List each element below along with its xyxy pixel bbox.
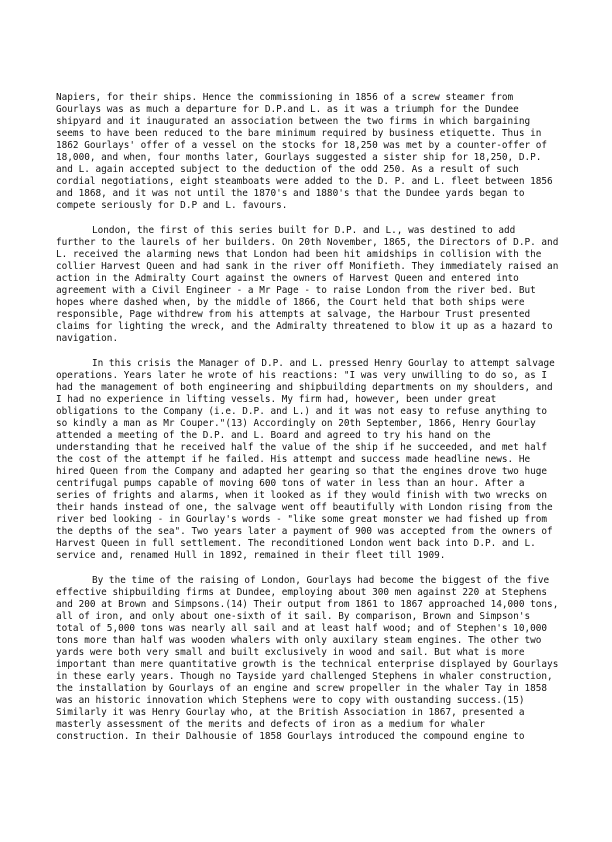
paragraph-gourlays-growth: By the time of the raising of London, Gourlays had become the biggest of the five effective shipbuilding firms at Dundee, employing about 300 men against 220 at Stephens and 200 at Brown and Simpsons.(14) Their output from 1861 to 1867 approached 14,000 tons, all of iron, and only about one-sixth of it sail. By comparison, Brown and Simpson's total of 5,000 tons was nearly all sail and at least half wood; and of Stephen's 10,000 tons more than half was wooden whalers with only auxilary steam engines. The other two yards were both very small and built exclusively in wood and sail. But what is more important than mere quantitative growth is the technical enterprise displayed by Gourlays in these early years. Though no Tayside yard challenged Stephens in whaler construction, the installation by Gourlays of an engine and screw propeller in the whaler Tay in 1858 was an historic innovation which Stephens were to copy with oustanding success.(15) Similarly it was Henry Gourlay who, at the British Association in 1867, presented a masterly assessment of the merits and defects of iron as a medium for whaler construction. In their Dalhousie of 1858 Gourlays introduced the compound engine to bbox=[56, 575, 559, 742]
document-page bbox=[56, 92, 560, 756]
paragraph-salvage-crisis: In this crisis the Manager of D.P. and L. pressed Henry Gourlay to attempt salvage operations. Years later he wrote of his reactions: "I was very unwilling to do so, as I had the management of both engineering and shipbuilding departments on my shoulders, and I had no experience in lifting vessels. My firm had, however, been under great obligations to the Company (i.e. D.P. and L.) and it was not easy to refuse anything to so kindly a man as Mr Couper."(13) Accordingly on 20th September, 1866, Henry Gourlay attended a meeting of the D.P. and L. Board and agreed to try his hand on the understanding that he received half the value of the ship if he succeeded, and met half the cost of the attempt if he failed. His attempt and success made headline news. He hired Queen from the Company and adapted her gearing so that the engines drove two huge centrifugal pumps capable of moving 600 tons of water in less than an hour. After a series of frights and alarms, when it looked as if they would finish with two wrecks on their hands instead of one, the salvage went off beautifully with London rising from the river bed looking - in Gourlay's words - "like some great monster we had fished up from the depths of the sea". Two years later a payment of 900 was accepted from the owners of Harvest Queen in full settlement. The reconditioned London went back into D.P. and L. service and, renamed Hull in 1892, remained in their fleet till 1909. bbox=[56, 358, 555, 561]
paragraph-napiers: Napiers, for their ships. Hence the commissioning in 1856 of a screw steamer from Gourlays was as much a departure for D.P.and L. as it was a triumph for the Dundee shipyard and it inaugurated an association between the two firms in which bargaining seems to have been reduced to the bare minimum required by business etiquette. Thus in 1862 Gourlays' offer of a vessel on the stocks for 18,250 was met by a counter-offer of 18,000, and when, four months later, Gourlays suggested a sister ship for 18,250, D.P. and L. again accepted subject to the deduction of the odd 250. As a result of such cordial negotiations, eight steamboats were added to the D. P. and L. fleet between 1856 and 1868, and it was not until the 1870's and 1880's that the Dundee yards began to compete seriously for D.P and L. favours. bbox=[56, 92, 553, 211]
paragraph-london: London, the first of this series built for D.P. and L., was destined to add further to the laurels of her builders. On 20th November, 1865, the Directors of D.P. and L. received the alarming news that London had been hit amidships in collision with the collier Harvest Queen and had sank in the river off Monifieth. They immediately raised an action in the Admiralty Court against the owners of Harvest Queen and entered into agreement with a Civil Engineer - a Mr Page - to raise London from the river bed. But hopes where dashed when, by the middle of 1866, the Court held that both ships were responsible, Page withdrew from his attempts at salvage, the Harbour Trust presented claims for lighting the wreck, and the Admiralty threatened to blow it up as a hazard to navigation. bbox=[56, 225, 559, 344]
